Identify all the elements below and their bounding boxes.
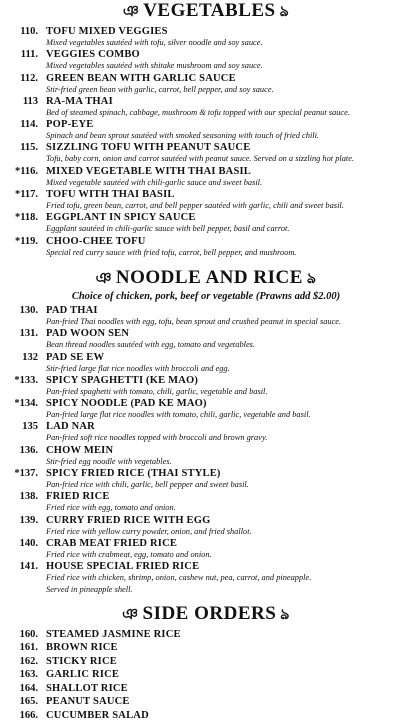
item-body [46,515,404,538]
menu-item [8,628,404,642]
item-description: Pan-fried spaghetti with tomato, chili, garlic, vegetable and basil. [46,386,268,396]
menu-item [8,561,404,596]
item-name: CRAB MEAT FRIED RICE [46,537,178,549]
menu-item [8,73,404,96]
item-body [46,641,404,655]
item-body [46,655,404,669]
item-name: EGGPLANT IN SPICY SAUCE [46,212,196,224]
menu-item [8,119,404,142]
menu-item [8,212,404,235]
noodle-subtitle: Choice of chicken, pork, beef or vegetable (Prawns add $2.00) [71,290,341,302]
menu-item [8,375,404,398]
item-number: 161. [19,642,38,654]
ornament-left-icon: ঞ [122,606,139,623]
item-number: *119. [14,235,38,247]
item-name: SPICY SPAGHETTI (KE MAO) [46,374,199,386]
item-name: STEAMED JASMINE RICE [46,628,181,640]
item-description: Pan-fried large flat rice noodles with tomato, chili, garlic, vegetable and basil. [46,410,311,420]
menu-item [8,142,404,165]
item-number: 141. [19,561,38,573]
item-name: TOFU MIXED VEGGIES [46,26,168,37]
item-number: *134. [14,398,38,410]
item-number: 132 [22,351,38,363]
item-body [46,352,404,375]
item-description: Pan-fried rice with chili, garlic, bell pepper and sweet basil. [46,480,249,490]
item-name: HOUSE SPECIAL FRIED RICE [46,561,200,573]
item-name: RA-MA THAI [46,95,113,107]
item-name: BROWN RICE [46,642,118,654]
item-name: CHOO-CHEE TOFU [46,235,146,247]
item-body [46,73,404,96]
item-description: Pan-fried Thai noodles with egg, tofu, bean sprout and crushed peanut in special sauce. [46,316,342,326]
item-description: Bed of steamed spinach, cabbage, mushroom & tofu topped with our special peanut sauce. [46,107,350,117]
item-description: Mixed vegetables sautéed with shitake mushroom and soy sauce. [46,61,263,71]
item-number: 136. [19,444,38,456]
item-body [46,142,404,165]
item-number: 111. [20,49,38,61]
item-description: Spinach and bean sprout sautéed with smoked seasoning with touch of fried chili. [46,131,320,141]
item-description: Stir-fried egg noodle with vegetables. [46,456,172,466]
item-name: MIXED VEGETABLE WITH THAI BASIL [46,165,251,177]
item-number: 130. [19,304,38,316]
item-body [46,561,404,596]
menu-item [8,668,404,682]
item-name: POP-EYE [46,119,94,131]
item-name: CUCUMBER SALAD [46,709,149,721]
item-name: VEGGIES COMBO [46,49,140,61]
item-description: Fried rice with egg, tomato and onion. [46,503,176,513]
item-number: 165. [19,696,38,708]
ornament-left-icon: ঞ [122,4,140,20]
item-number: 160. [19,628,38,640]
menu-item [8,655,404,669]
item-number: 114. [20,119,38,131]
item-number: 115. [20,142,38,154]
menu-item [8,641,404,655]
menu-item [8,352,404,375]
item-number: *133. [14,374,38,386]
item-number: 138. [19,491,38,503]
item-name: PAD WOON SEN [46,328,130,340]
item-body [46,709,404,722]
item-description: Bean thread noodles sautéed with egg, tomato and vegetables. [46,340,256,350]
item-body [46,26,404,49]
item-name: CURRY FRIED RICE WITH EGG [46,514,211,526]
menu-item [8,305,404,328]
menu-item [8,515,404,538]
item-number: 166. [19,709,38,721]
item-number: 131. [19,328,38,340]
section-title-side-orders: ঞ SIDE ORDERS ঌ [8,603,404,626]
menu-item [8,236,404,259]
item-number: *117. [14,189,38,201]
item-number: 140. [19,537,38,549]
item-description: Special red curry sauce with fried tofu, carrot, bell pepper, and mushroom. [46,247,297,257]
item-body [46,212,404,235]
item-body [46,538,404,561]
menu-item [8,398,404,421]
item-body [46,695,404,709]
item-body [46,328,404,351]
item-body [46,491,404,514]
ornament-right-icon: ঌ [280,606,290,623]
item-name: PEANUT SAUCE [46,696,130,708]
menu-item [8,468,404,491]
item-name: GREEN BEAN WITH GARLIC SAUCE [46,72,236,84]
item-name: GARLIC RICE [46,669,120,681]
menu-item [8,445,404,468]
item-number: 113 [22,95,38,107]
menu-item [8,166,404,189]
menu-item [8,328,404,351]
menu-item [8,695,404,709]
menu-item [8,491,404,514]
item-body [46,398,404,421]
item-description: Eggplant sautéed in chili-garlic sauce with bell pepper, basil and carrot. [46,224,290,234]
menu-item [8,421,404,444]
item-description: Fried rice with yellow curry powder, onion, and fried shallot. [46,526,252,536]
item-description: Stir-fried large flat rice noodles with broccoli and egg. [46,363,230,373]
item-name: FRIED RICE [46,491,110,503]
item-number: *118. [14,212,38,224]
item-body [46,628,404,642]
item-body [46,236,404,259]
item-name: SPICY NOODLE (PAD KE MAO) [46,398,207,410]
item-name: SIZZLING TOFU WITH PEANUT SAUCE [46,142,251,154]
item-description: Fried rice with chicken, shrimp, onion, cashew nut, pea, carrot, and pineapple. [46,573,312,583]
item-body [46,445,404,468]
ornament-right-icon: ঌ [306,270,317,287]
item-body [46,305,404,328]
item-description: Tofu, baby corn, onion and carrot sautéed with peanut sauce. Served on a sizzling hot plate. [46,154,355,164]
item-body [46,96,404,119]
item-name: STICKY RICE [46,655,117,667]
item-description: Pan-fried soft rice noodles topped with broccoli and brown gravy. [46,433,268,443]
item-body [46,682,404,696]
item-number: 163. [19,669,38,681]
section-title-vegetables: ঞ VEGETABLES ঌ [8,0,404,23]
vegetables-list [8,26,404,259]
item-number: 139. [19,514,38,526]
item-body [46,468,404,491]
item-body [46,421,404,444]
item-description: Fried tofu, green bean, carrot, and bell pepper sautéed with garlic, chili and sweet basil. [46,201,344,211]
menu-item [8,26,404,49]
item-body [46,166,404,189]
item-body [46,49,404,72]
item-description: Mixed vegetable sautéed with chili-garlic sauce and sweet basil. [46,177,263,187]
menu-item [8,189,404,212]
menu-item [8,538,404,561]
menu-item [8,682,404,696]
item-name: CHOW MEIN [46,444,114,456]
ornament-right-icon: ঌ [279,4,290,20]
item-description: Fried rice with crabmeat, egg, tomato and onion. [46,549,212,559]
item-description: Mixed vegetables sautéed with tofu, silver noodle and soy sauce. [46,38,263,47]
item-name: TOFU WITH THAI BASIL [46,189,175,201]
menu-item [8,96,404,119]
item-description-extra: Served in pineapple shell. [46,584,133,594]
item-name: PAD THAI [46,304,98,316]
menu-item [8,709,404,722]
item-description: Stir-fried green bean with garlic, carrot, bell pepper, and soy sauce. [46,84,274,94]
section-title-noodle-rice: ঞ NOODLE AND RICE ঌ [8,267,404,290]
item-number: 112. [20,72,38,84]
item-body [46,375,404,398]
item-body [46,119,404,142]
item-name: SPICY FRIED RICE (THAI STYLE) [46,468,221,480]
side-orders-list [8,628,404,722]
item-body [46,189,404,212]
item-number: *116. [14,165,38,177]
item-number: 110. [20,26,38,37]
item-name: LAD NAR [46,421,95,433]
item-name: SHALLOT RICE [46,682,128,694]
item-number: 162. [19,655,38,667]
item-number: 164. [19,682,38,694]
item-number: *137. [14,468,38,480]
item-number: 135 [22,421,38,433]
ornament-left-icon: ঞ [95,270,112,287]
noodle-rice-list [8,305,404,596]
item-name: PAD SE EW [46,351,105,363]
menu-item [8,49,404,72]
item-body [46,668,404,682]
